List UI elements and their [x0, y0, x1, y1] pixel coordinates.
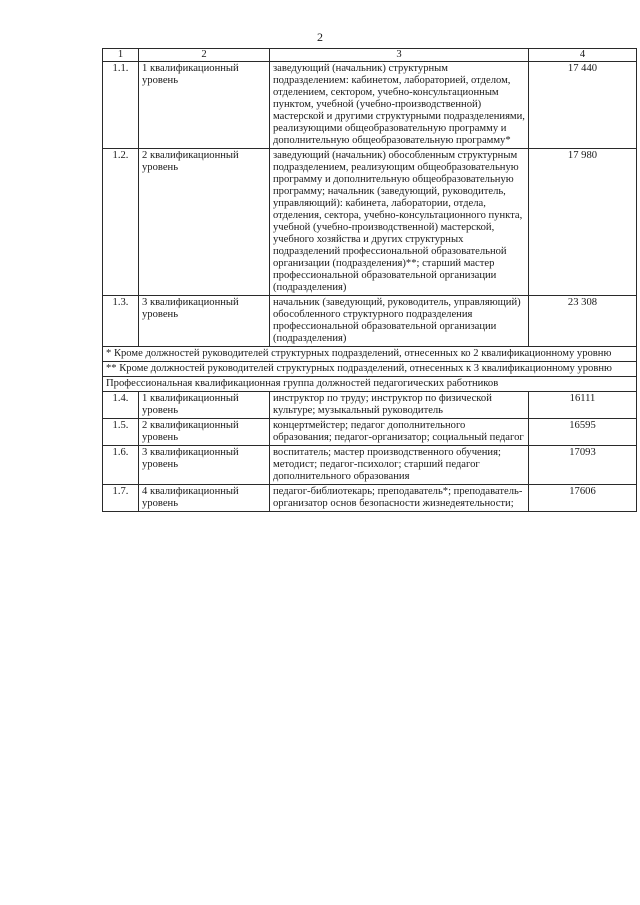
- positions-list: инструктор по труду; инструктор по физической культуре; музыкальный руководитель: [270, 392, 529, 419]
- salary-value: 23 308: [529, 296, 637, 347]
- header-col-3: 3: [270, 49, 529, 62]
- qualification-level: 3 квалификационный уровень: [139, 296, 270, 347]
- header-col-1: 1: [103, 49, 139, 62]
- qualification-level: 2 квалификационный уровень: [139, 419, 270, 446]
- qualification-level: 2 квалификационный уровень: [139, 149, 270, 296]
- salary-value: 16111: [529, 392, 637, 419]
- row-number: 1.3.: [103, 296, 139, 347]
- header-col-4: 4: [529, 49, 637, 62]
- positions-list: концертмейстер; педагог дополнительного образования; педагог-организатор; социальный педагог: [270, 419, 529, 446]
- salary-value: 16595: [529, 419, 637, 446]
- row-number: 1.2.: [103, 149, 139, 296]
- group-title: Профессиональная квалификационная группа должностей педагогических работников: [103, 377, 637, 392]
- table-header-row: [103, 49, 637, 62]
- positions-list: воспитатель; мастер производственного обучения; методист; педагог-психолог; старший педагог дополнительного образования: [270, 446, 529, 485]
- salary-value: 17093: [529, 446, 637, 485]
- footnote-row: [103, 362, 637, 377]
- table-row: [103, 446, 637, 485]
- positions-list: заведующий (начальник) обособленным структурным подразделением, реализующим общеобразовательную программу и дополнительную общеобразовательную программу; начальник (заведующий, руководитель, управляющий): кабинета, лаборатории, отдела, отделения, сектора, учебно-консультационного пункта, учебной (учебно-производственной) мастерской, учебного хозяйства и других структурных подразделений профессиональной образовательной организации (подразделения)**; старший мастер профессиональной образовательной организации (подразделения): [270, 149, 529, 296]
- table-row: [103, 485, 637, 512]
- table-row: [103, 296, 637, 347]
- positions-list: заведующий (начальник) структурным подразделением: кабинетом, лабораторией, отделом, отделением, сектором, учебно-консультационным пунктом, учебной (учебно-производственной) мастерской и другими структурными подразделениями, реализующими общеобразовательную программу и дополнительную общеобразовательную программу*: [270, 62, 529, 149]
- table-row: [103, 419, 637, 446]
- salary-table: [102, 48, 637, 512]
- salary-value: 17 440: [529, 62, 637, 149]
- salary-value: 17606: [529, 485, 637, 512]
- table-row: [103, 392, 637, 419]
- page-number: 2: [317, 30, 323, 44]
- table-row: [103, 149, 637, 296]
- salary-value: 17 980: [529, 149, 637, 296]
- group-title-row: [103, 377, 637, 392]
- qualification-level: 3 квалификационный уровень: [139, 446, 270, 485]
- footnote-row: [103, 347, 637, 362]
- table-row: [103, 62, 637, 149]
- header-col-2: 2: [139, 49, 270, 62]
- row-number: 1.1.: [103, 62, 139, 149]
- row-number: 1.4.: [103, 392, 139, 419]
- row-number: 1.6.: [103, 446, 139, 485]
- row-number: 1.7.: [103, 485, 139, 512]
- footnote-2: ** Кроме должностей руководителей структурных подразделений, отнесенных к 3 квалификационному уровню: [103, 362, 637, 377]
- positions-list: начальник (заведующий, руководитель, управляющий) обособленного структурного подразделения профессиональной образовательной организации (подразделения): [270, 296, 529, 347]
- positions-list: педагог-библиотекарь; преподаватель*; преподаватель-организатор основ безопасности жизнедеятельности;: [270, 485, 529, 512]
- footnote-1: * Кроме должностей руководителей структурных подразделений, отнесенных ко 2 квалификационному уровню: [103, 347, 637, 362]
- row-number: 1.5.: [103, 419, 139, 446]
- qualification-level: 4 квалификационный уровень: [139, 485, 270, 512]
- qualification-level: 1 квалификационный уровень: [139, 392, 270, 419]
- qualification-level: 1 квалификационный уровень: [139, 62, 270, 149]
